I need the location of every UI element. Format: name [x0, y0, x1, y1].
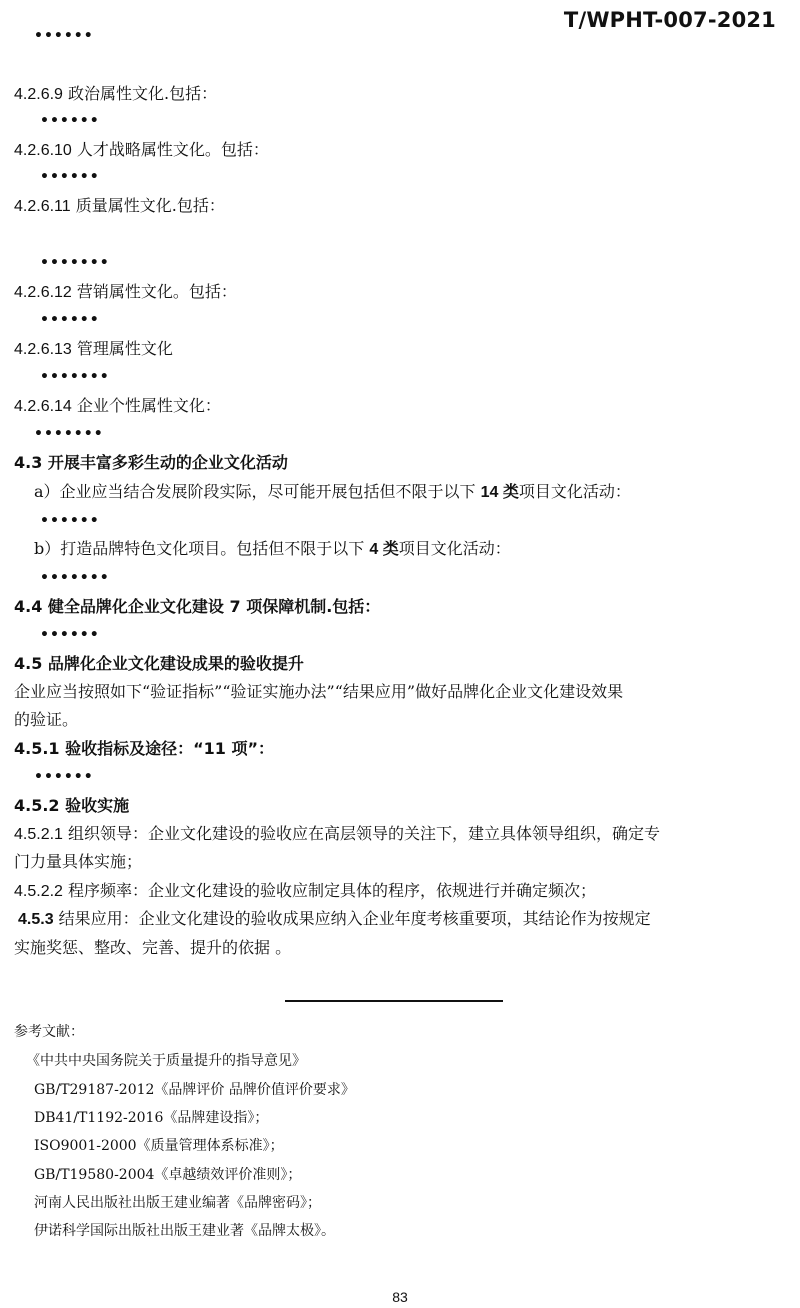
section-title: 质量属性文化.包括： — [70, 196, 225, 215]
reference-item: GB/T19580-2004《卓越绩效评价准则》； — [34, 1167, 302, 1183]
section-title: 管理属性文化 — [71, 339, 173, 358]
section-title: 人才战略属性文化。包括： — [71, 140, 269, 159]
ellipsis-dots: •••••• — [40, 113, 100, 129]
item-text: 项目文化活动： — [398, 539, 511, 558]
paragraph-line: 企业应当按照如下“验证指标”“验证实施办法”“结果应用”做好品牌化企业文化建设效果 — [14, 682, 624, 701]
section-title: 营销属性文化。包括： — [71, 282, 237, 301]
item-count: “11 项” — [193, 739, 259, 758]
ellipsis-dots: •••••• — [34, 28, 94, 44]
section-4-2-6-9 — [14, 84, 217, 105]
page-number: 83 — [392, 1289, 408, 1305]
ellipsis-dots: ••••••• — [40, 570, 110, 586]
section-4-2-6-10 — [14, 140, 269, 161]
paragraph-line: 组织领导：企业文化建设的验收应在高层领导的关注下，建立具体领导组织，确定专 — [62, 824, 661, 843]
reference-item: GB/T29187-2012《品牌评价 品牌价值评价要求》 — [34, 1082, 355, 1098]
section-number: 4.2.6.10 — [14, 142, 72, 159]
ellipsis-dots: •••••• — [40, 627, 100, 643]
references-title: 参考文献： — [14, 1024, 84, 1040]
section-number: 4.2.6.11 — [14, 198, 71, 215]
section-number: 4.2.6.12 — [14, 284, 72, 301]
item-text: a）企业应当结合发展阶段实际，尽可能开展包括但不限于以下 — [34, 482, 481, 501]
section-number: 4.2.6.13 — [14, 341, 72, 358]
item-text: b）打造品牌特色文化项目。包括但不限于以下 — [34, 539, 370, 558]
reference-item: ISO9001-2000《质量管理体系标准》； — [34, 1138, 284, 1154]
ellipsis-dots: •••••• — [40, 312, 100, 328]
ellipsis-dots: •••••• — [40, 169, 100, 185]
section-4-5-3 — [18, 909, 651, 930]
reference-item: 河南人民出版社出版王建业编著《品牌密码》； — [34, 1195, 321, 1211]
section-number: 4.2.6.14 — [14, 398, 72, 415]
section-number: 4.2.6.9 — [14, 86, 63, 103]
ellipsis-dots: ••••••• — [40, 369, 110, 385]
section-4-2-6-11 — [14, 196, 225, 217]
paragraph-line: 门力量具体实施； — [14, 852, 143, 871]
paragraph-line: 的验证。 — [14, 710, 79, 729]
section-4-5-2-2 — [14, 881, 596, 902]
section-title: ： — [258, 739, 275, 758]
section-4-5-heading: 4.5 品牌化企业文化建设成果的验收提升 — [14, 654, 304, 673]
item-count: 14 类 — [480, 484, 519, 501]
section-4-5-1 — [14, 739, 274, 759]
ellipsis-dots: •••••• — [40, 513, 100, 529]
separator-line — [285, 1000, 503, 1002]
section-title: 政治属性文化.包括： — [62, 84, 218, 103]
section-number: 4.5.2.1 — [14, 826, 63, 843]
section-4-3-heading: 4.3 开展丰富多彩生动的企业文化活动 — [14, 453, 288, 472]
item-count: 4 类 — [369, 541, 399, 558]
document-code: T/WPHT-007-2021 — [563, 8, 776, 32]
paragraph-line: 实施奖惩、整改、完善、提升的依据 。 — [14, 938, 292, 957]
paragraph-line: 结果应用：企业文化建设的验收成果应纳入企业年度考核重要项，其结论作为按规定 — [53, 909, 651, 928]
section-4-5-2-1 — [14, 824, 660, 845]
section-4-2-6-12 — [14, 282, 237, 303]
section-4-3-item-b — [34, 539, 511, 560]
ellipsis-dots: ••••••• — [40, 255, 110, 271]
reference-item: 伊诺科学国际出版社出版王建业著《品牌太极》。 — [34, 1223, 335, 1239]
section-number: 4.5.3 — [18, 911, 54, 928]
item-text: 项目文化活动： — [518, 482, 631, 501]
section-title: 4.5.1 验收指标及途径： — [14, 739, 194, 758]
section-4-4-heading: 4.4 健全品牌化企业文化建设 7 项保障机制.包括： — [14, 597, 381, 616]
reference-item: DB41/T1192-2016《品牌建设指》； — [34, 1110, 269, 1126]
section-4-5-2-heading: 4.5.2 验收实施 — [14, 796, 130, 815]
section-4-2-6-14 — [14, 396, 221, 417]
ellipsis-dots: •••••• — [34, 769, 94, 785]
section-4-2-6-13 — [14, 339, 173, 360]
reference-item: 《中共中央国务院关于质量提升的指导意见》 — [26, 1053, 306, 1069]
paragraph-line: 程序频率：企业文化建设的验收应制定具体的程序，依规进行并确定频次； — [62, 881, 597, 900]
section-number: 4.5.2.2 — [14, 883, 63, 900]
ellipsis-dots: ••••••• — [34, 426, 104, 442]
section-title: 企业个性属性文化： — [71, 396, 221, 415]
section-4-3-item-a — [34, 482, 631, 503]
